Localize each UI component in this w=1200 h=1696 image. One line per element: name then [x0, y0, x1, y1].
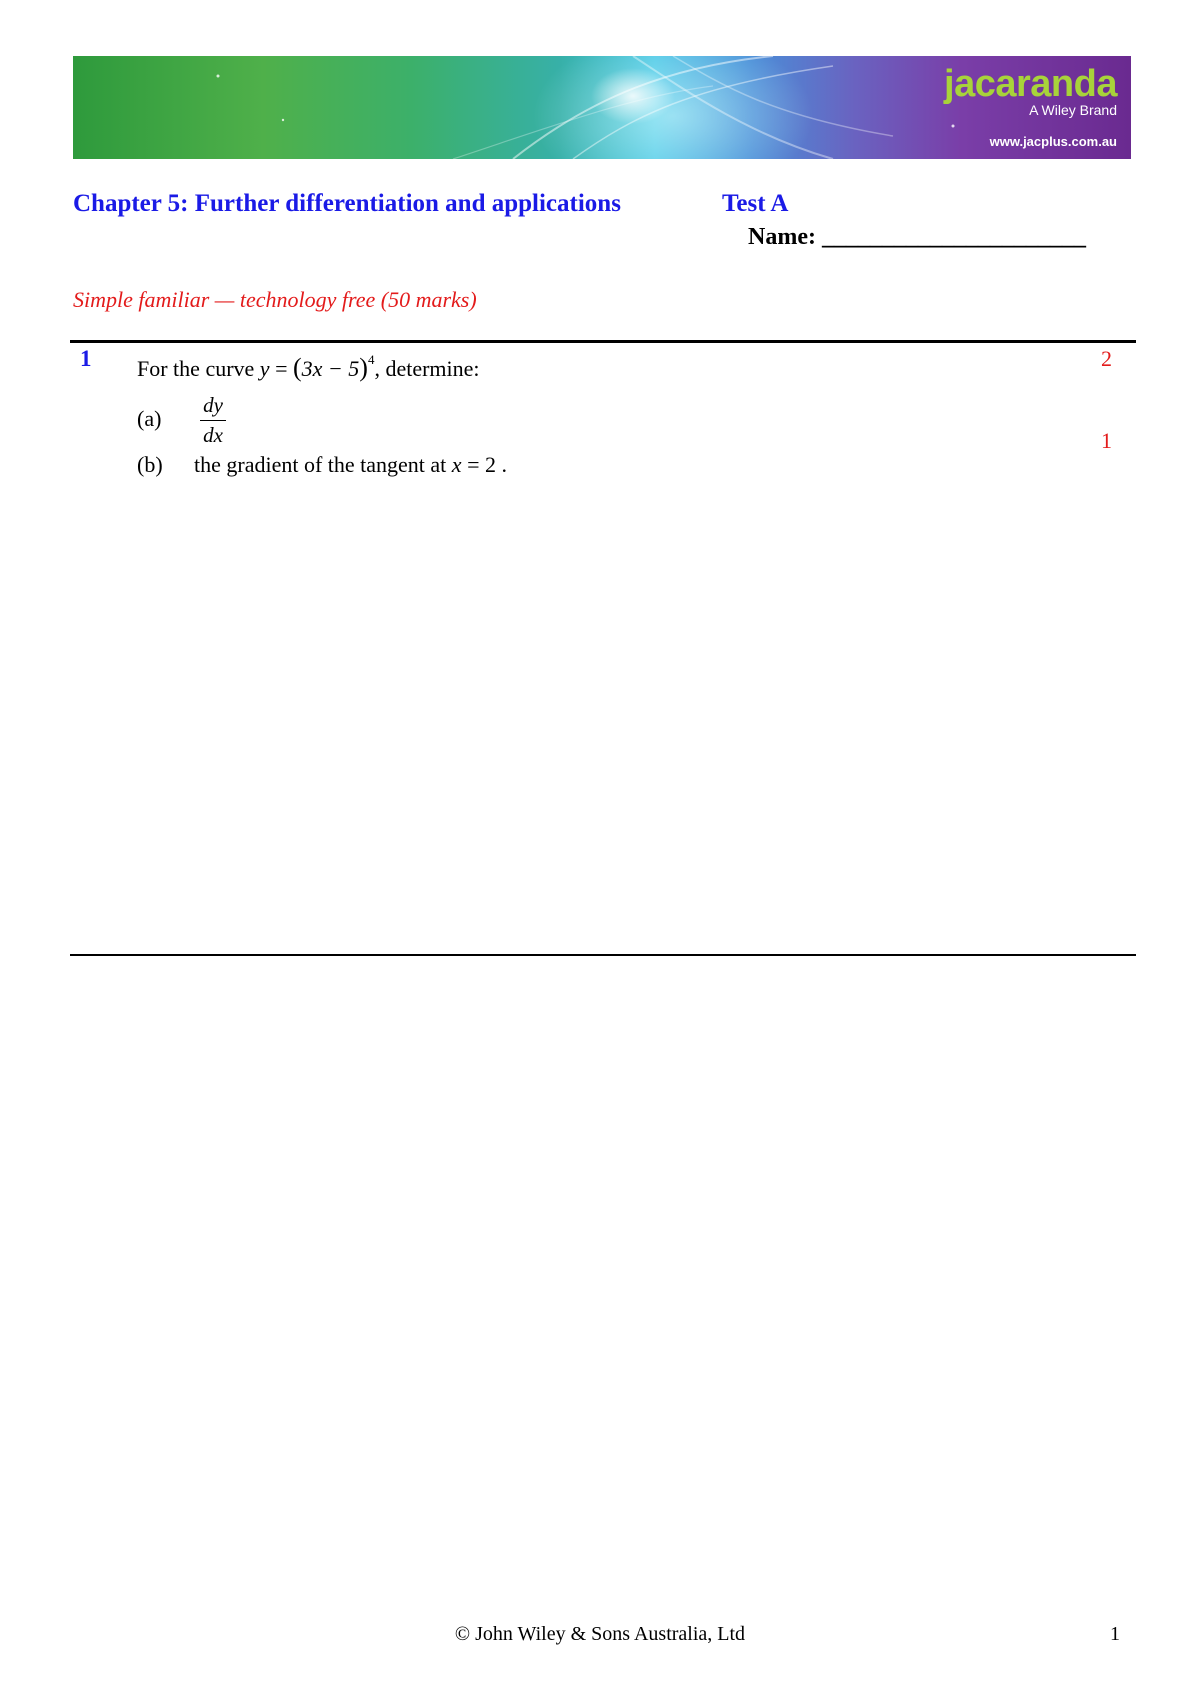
question-mark-b: 1 — [1101, 428, 1112, 453]
fraction-denominator: dx — [203, 423, 223, 447]
stem-power: 4 — [367, 352, 375, 367]
stem-prefix: For the curve — [137, 356, 255, 381]
footer-copyright: © John Wiley & Sons Australia, Ltd — [454, 1623, 746, 1645]
question-number: 1 — [80, 346, 92, 371]
close-paren: ) — [359, 353, 368, 382]
brand-block — [944, 64, 1117, 149]
header-banner — [73, 56, 1131, 159]
test-label: Test A — [722, 190, 789, 217]
table-bottom-rule — [70, 954, 1136, 956]
part-b-text — [194, 452, 507, 478]
stem-inner: 3x − 5 — [301, 356, 360, 381]
stem-y: y — [259, 356, 270, 381]
fraction-numerator: dy — [200, 392, 226, 421]
derivative-fraction — [200, 392, 226, 449]
part-b-value: = 2 . — [461, 452, 507, 477]
section-heading: Simple familiar — technology free (50 marks) — [73, 287, 477, 312]
open-paren: ( — [292, 353, 302, 382]
part-b-variable: x — [451, 452, 462, 477]
brand-tagline: A Wiley Brand — [1029, 102, 1117, 118]
chapter-title: Chapter 5: Further differentiation and applications — [73, 190, 621, 217]
table-top-rule — [70, 340, 1136, 343]
page-number: 1 — [1110, 1623, 1120, 1645]
name-field-line: Name: ______________________ — [748, 224, 1086, 250]
brand-url: www.jacplus.com.au — [989, 134, 1117, 149]
part-b-description: the gradient of the tangent at — [194, 452, 447, 477]
stem-equals: = — [269, 356, 293, 381]
part-b-label: (b) — [137, 452, 163, 477]
question-stem — [137, 352, 480, 383]
stem-suffix: , determine: — [374, 356, 480, 381]
brand-logo-text: jacaranda — [944, 63, 1117, 105]
part-a-label: (a) — [137, 406, 162, 431]
question-mark-a: 2 — [1101, 346, 1112, 371]
